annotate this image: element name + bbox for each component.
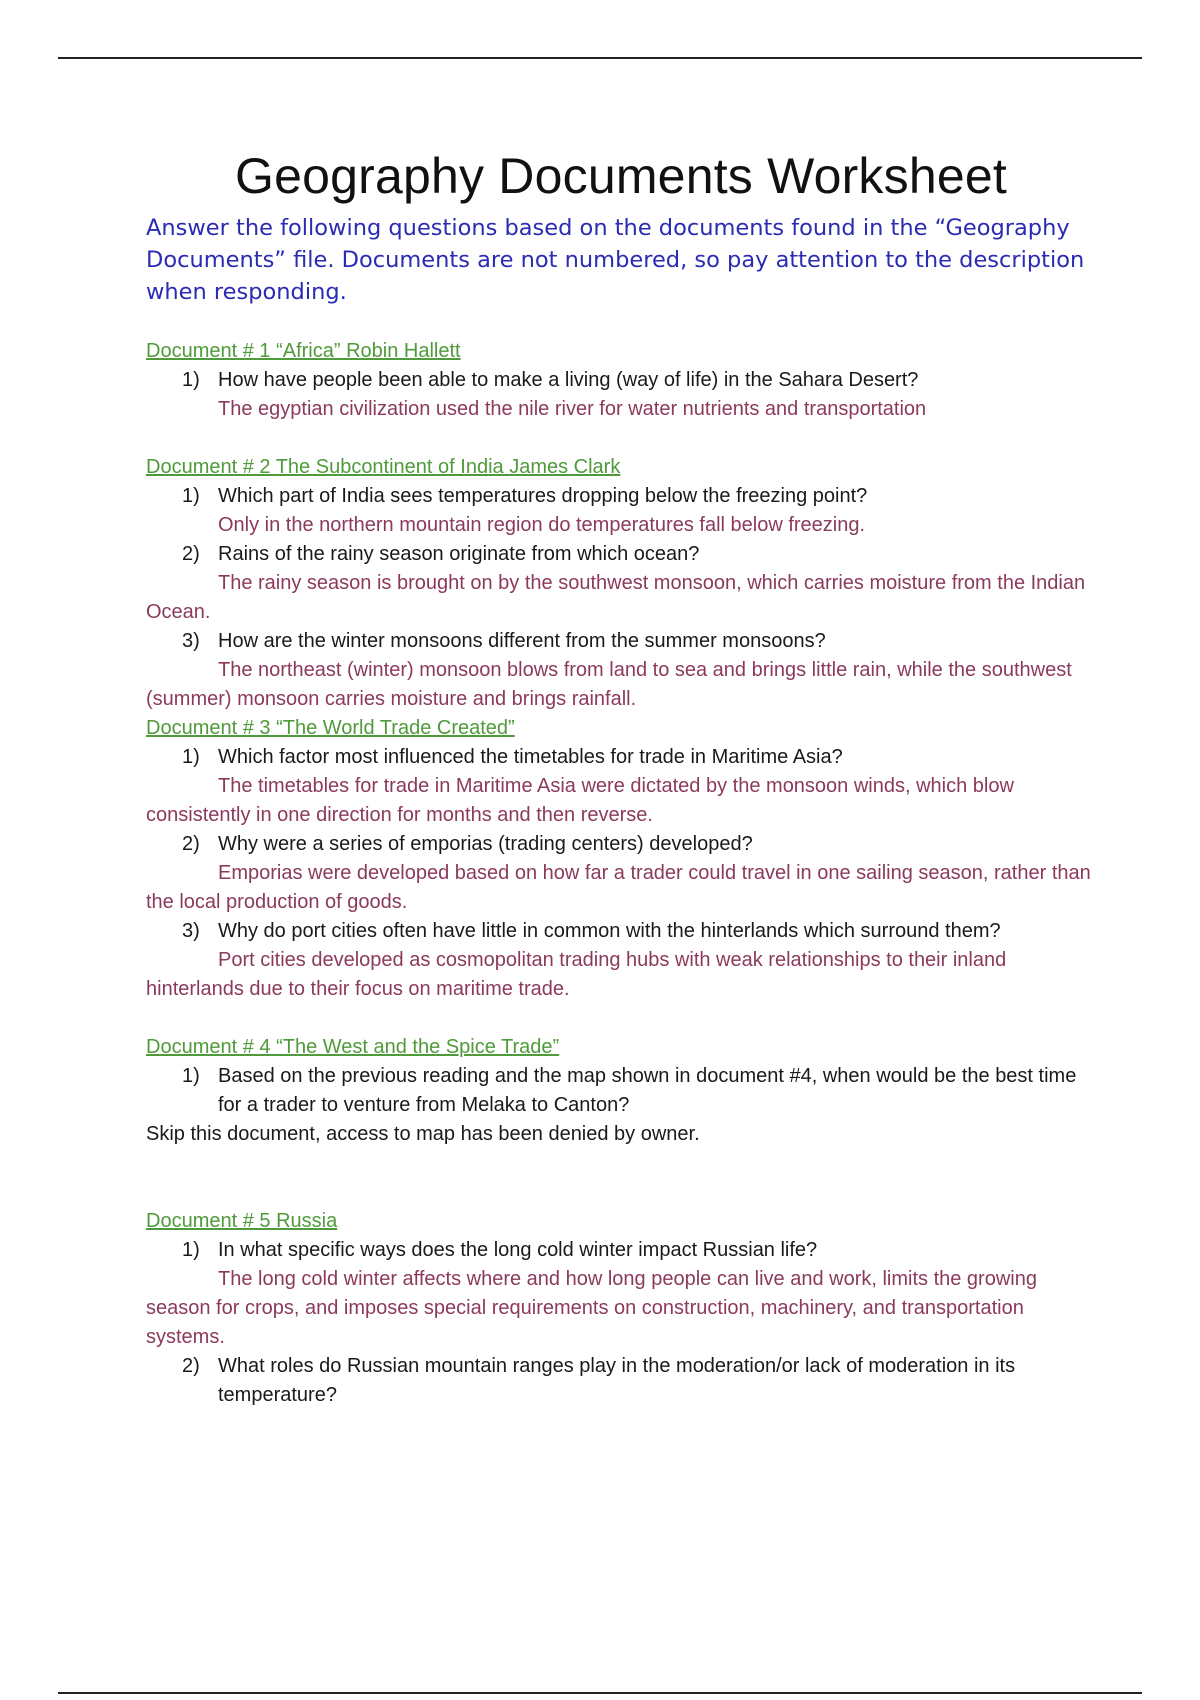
- document-heading: Document # 4 “The West and the Spice Trade”: [146, 1036, 560, 1058]
- answer: The egyptian civilization used the nile river for water nutrients and transportation: [218, 398, 927, 420]
- question-number: 1): [182, 1239, 200, 1261]
- page-title: Geography Documents Worksheet: [235, 148, 1007, 204]
- question-text: In what specific ways does the long cold winter impact Russian life?: [218, 1239, 818, 1261]
- answer: Port cities developed as cosmopolitan trading hubs with weak relationships to their inland hinterlands due to their focus on maritime trade.: [146, 949, 1007, 1000]
- question-text: Which factor most influenced the timetables for trade in Maritime Asia?: [218, 746, 843, 768]
- question-text: Based on the previous reading and the map shown in document #4, when would be the best time for a trader to venture from Melaka to Canton?: [218, 1065, 1077, 1116]
- answer: Emporias were developed based on how far a trader could travel in one sailing season, rather than the local production of goods.: [146, 862, 1091, 913]
- question-number: 1): [182, 369, 200, 391]
- question: [146, 830, 1096, 859]
- question: [146, 1352, 1096, 1410]
- answer: The rainy season is brought on by the southwest monsoon, which carries moisture from the Indian Ocean.: [146, 572, 1086, 623]
- question-number: 3): [182, 920, 200, 942]
- question: [146, 743, 1096, 772]
- document-section: [146, 1207, 1096, 1410]
- bottom-rule: [58, 1692, 1142, 1694]
- question: [146, 366, 1096, 395]
- question-text: Which part of India sees temperatures dropping below the freezing point?: [218, 485, 868, 507]
- top-rule: [58, 57, 1142, 59]
- question-text: Why do port cities often have little in common with the hinterlands which surround them?: [218, 920, 1001, 942]
- answer: The northeast (winter) monsoon blows from land to sea and brings little rain, while the southwest (summer) monsoon carries moisture and brings rainfall.: [146, 659, 1072, 710]
- document-heading: Document # 2 The Subcontinent of India James Clark: [146, 456, 621, 478]
- document-heading: Document # 1 “Africa” Robin Hallett: [146, 340, 461, 362]
- question-number: 3): [182, 630, 200, 652]
- question: [146, 627, 1096, 656]
- question: [146, 917, 1096, 946]
- question-number: 1): [182, 746, 200, 768]
- answer: The long cold winter affects where and how long people can live and work, limits the growing season for crops, and imposes special requirements on construction, machinery, and transportation systems.: [146, 1268, 1037, 1348]
- document-section: [146, 714, 1096, 1004]
- question: [146, 1236, 1096, 1265]
- question-text: Rains of the rainy season originate from which ocean?: [218, 543, 700, 565]
- document-section: [146, 337, 1096, 424]
- answer: The timetables for trade in Maritime Asia were dictated by the monsoon winds, which blow consistently in one direction for months and then reverse.: [146, 775, 1014, 826]
- document-heading: Document # 3 “The World Trade Created”: [146, 717, 515, 739]
- question-text: How are the winter monsoons different from the summer monsoons?: [218, 630, 826, 652]
- question: [146, 540, 1096, 569]
- worksheet-page: [146, 140, 1096, 1410]
- document-section: [146, 453, 1096, 714]
- document-section: [146, 1033, 1096, 1149]
- question: [146, 482, 1096, 511]
- question-number: 2): [182, 1355, 200, 1377]
- answer: Only in the northern mountain region do temperatures fall below freezing.: [218, 514, 866, 536]
- question-number: 1): [182, 485, 200, 507]
- question-text: Why were a series of emporias (trading centers) developed?: [218, 833, 753, 855]
- question-text: What roles do Russian mountain ranges play in the moderation/or lack of moderation in its temperature?: [218, 1355, 1016, 1406]
- question-number: 2): [182, 833, 200, 855]
- instructions: Answer the following questions based on the documents found in the “Geography Documents” file. Documents are not numbered, so pay attention to the description when responding.: [146, 215, 1085, 305]
- question-text: How have people been able to make a living (way of life) in the Sahara Desert?: [218, 369, 919, 391]
- question: [146, 1062, 1096, 1120]
- question-number: 2): [182, 543, 200, 565]
- question-number: 1): [182, 1065, 200, 1087]
- skip-note: Skip this document, access to map has been denied by owner.: [146, 1123, 700, 1145]
- document-heading: Document # 5 Russia: [146, 1210, 338, 1232]
